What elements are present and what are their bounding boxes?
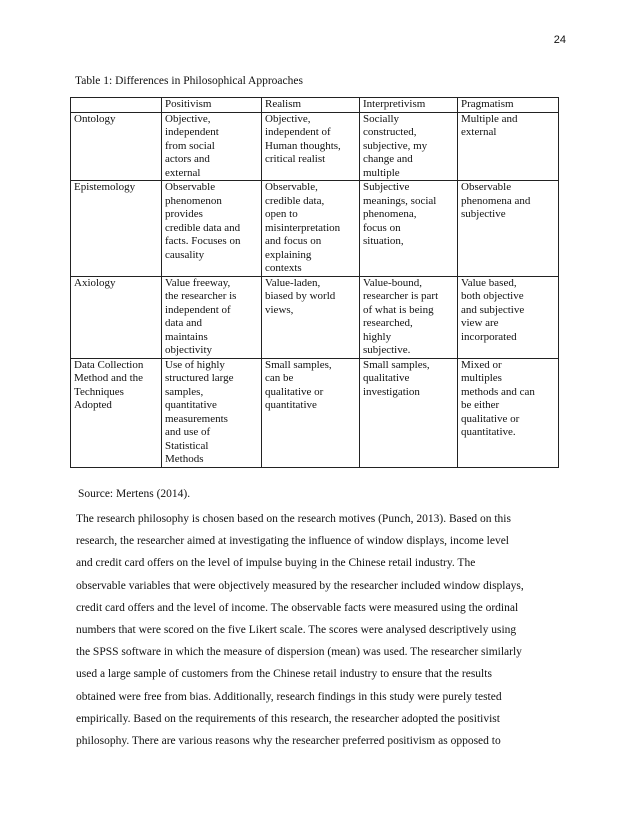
row-label-cell: Data Collection Method and the Techniques Adopted [71, 358, 162, 467]
row-label-cell: Ontology [71, 112, 162, 181]
table-source: Source: Mertens (2014). [78, 488, 191, 500]
table-row [71, 276, 559, 358]
paragraph-line: and credit card offers on the level of impulse buying in the Chinese retail industry. The [76, 557, 476, 570]
row-label-cell: Axiology [71, 276, 162, 358]
table-row [71, 181, 559, 277]
table-cell: Multiple and external [458, 112, 559, 181]
paragraph-line: used a large sample of customers from the Chinese retail industry to ensure that the results [76, 668, 492, 681]
table-cell: Observable phenomenon provides credible data and facts. Focuses on causality [162, 181, 262, 277]
paragraph-line: research, the researcher aimed at investigating the influence of window displays, income level [76, 535, 510, 548]
header-cell: Interpretivism [360, 98, 458, 113]
table-cell: Observable, credible data, open to misinterpretation and focus on explaining contexts [262, 181, 360, 277]
paragraph-line: numbers that were scored on the five Likert scale. The scores were analysed descriptively using [76, 624, 517, 637]
table-row [71, 358, 559, 467]
table-cell: Use of highly structured large samples, quantitative measurements and use of Statistical Methods [162, 358, 262, 467]
table-cell: Subjective meanings, social phenomena, focus on situation, [360, 181, 458, 277]
table-cell: Small samples, can be qualitative or quantitative [262, 358, 360, 467]
paragraph-line: The research philosophy is chosen based on the research motives (Punch, 2013). Based on this [76, 513, 511, 525]
table-cell: Observable phenomena and subjective [458, 181, 559, 277]
table-cell: Objective, independent of Human thoughts, critical realist [262, 112, 360, 181]
table-cell: Objective, independent from social actors and external [162, 112, 262, 181]
philosophy-table [70, 97, 559, 468]
table-cell: Mixed or multiples methods and can be either qualitative or quantitative. [458, 358, 559, 467]
table-cell: Value-laden, biased by world views, [262, 276, 360, 358]
table-cell: Value freeway, the researcher is independent of data and maintains objectivity [162, 276, 262, 358]
paragraph-line: philosophy. There are various reasons why the researcher preferred positivism as opposed to [76, 735, 501, 748]
paragraph-line: the SPSS software in which the measure of dispersion (mean) was used. The researcher similarly [76, 646, 522, 659]
row-label-cell: Epistemology [71, 181, 162, 277]
page-number: 24 [553, 34, 566, 46]
table-cell: Small samples, qualitative investigation [360, 358, 458, 467]
table-cell: Value-bound, researcher is part of what is being researched, highly subjective. [360, 276, 458, 358]
paragraph-line: observable variables that were objectively measured by the researcher included window displays, [76, 579, 524, 592]
header-cell: Positivism [162, 98, 262, 113]
header-cell [71, 98, 162, 113]
header-cell: Realism [262, 98, 360, 113]
table-header-row [71, 98, 559, 113]
table-row [71, 112, 559, 181]
body-paragraph [76, 508, 566, 752]
paragraph-line: empirically. Based on the requirements of this research, the researcher adopted the positivist [76, 712, 500, 725]
table-cell: Value based, both objective and subjective view are incorporated [458, 276, 559, 358]
table-caption: Table 1: Differences in Philosophical Approaches [75, 75, 303, 87]
paragraph-line: obtained were free from bias. Additionally, research findings in this study were purely tested [76, 690, 502, 703]
table-cell: Socially constructed, subjective, my change and multiple [360, 112, 458, 181]
header-cell: Pragmatism [458, 98, 559, 113]
paragraph-line: credit card offers and the level of income. The observable facts were measured using the ordinal [76, 601, 519, 614]
